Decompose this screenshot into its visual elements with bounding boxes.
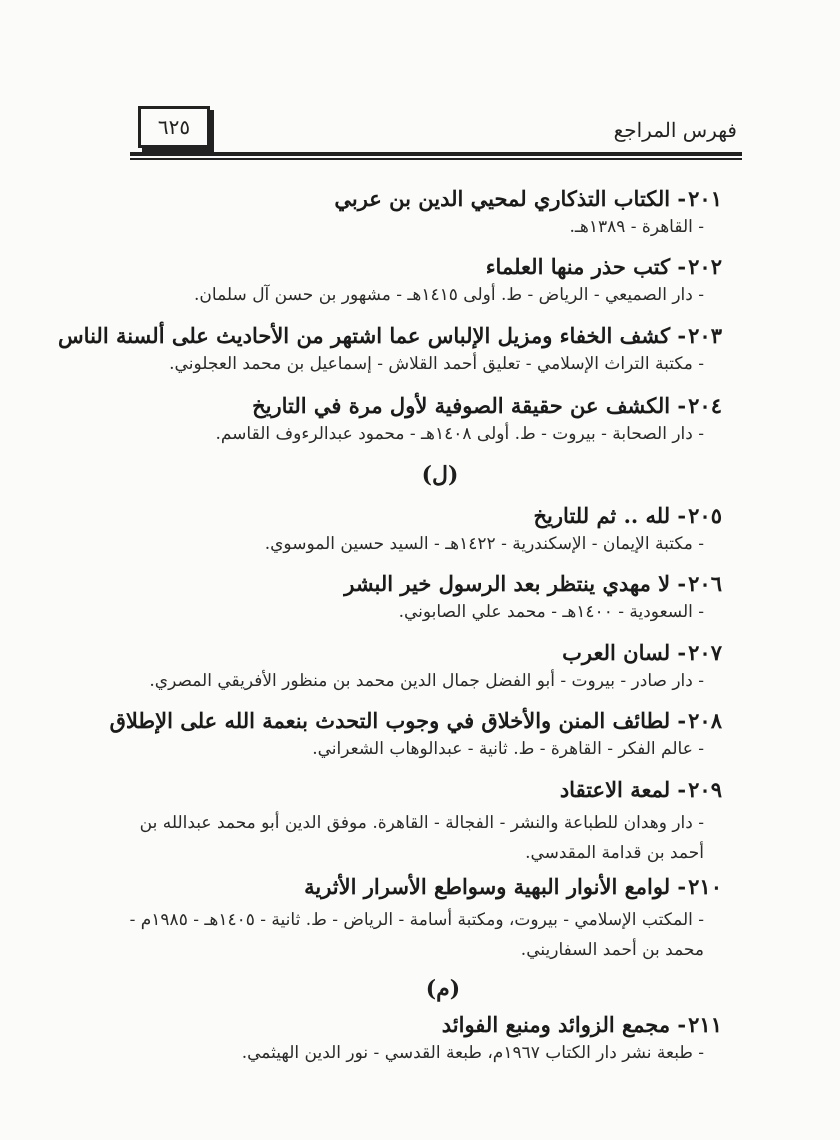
section-letter-lam: (ل) [421, 462, 459, 488]
entry-number: ٢٠٧ [688, 640, 722, 665]
entry-title: لا مهدي ينتظر بعد الرسول خير البشر [344, 571, 671, 596]
reference-entry-211 [242, 1012, 722, 1063]
reference-entry-207 [149, 640, 722, 691]
running-header-title: فهرس المراجع [613, 118, 737, 142]
entry-title-line: ٢٠٧- لسان العرب [562, 640, 722, 665]
reference-entry-204 [215, 393, 722, 444]
entry-title: لسان العرب [562, 640, 671, 665]
entry-detail: - دار الصحابة - بيروت - ط. أولى ١٤٠٨هـ - محمود عبدالرءوف القاسم. [215, 424, 704, 444]
entry-title-line: ٢١٠- لوامع الأنوار البهية وسواطع الأسرار الأثرية [304, 874, 722, 899]
entry-title-line: ٢٠٢- كتب حذر منها العلماء [485, 254, 722, 279]
entry-title: كتب حذر منها العلماء [485, 254, 671, 279]
entry-title-line: ٢٠٥- لله .. ثم للتاريخ [533, 503, 722, 528]
entry-title: لوامع الأنوار البهية وسواطع الأسرار الأثرية [304, 874, 671, 899]
entry-number: ٢٠٨ [688, 708, 722, 733]
entry-detail: - مكتبة الإيمان - الإسكندرية - ١٤٢٢هـ - السيد حسين الموسوي. [264, 534, 704, 554]
entry-detail: - طبعة نشر دار الكتاب ١٩٦٧م، طبعة القدسي - نور الدين الهيثمي. [241, 1043, 704, 1063]
entry-title: الكشف عن حقيقة الصوفية لأول مرة في التاريخ [252, 393, 671, 418]
entry-detail: - دار وهدان للطباعة والنشر - الفجالة - القاهرة. موفق الدين أبو محمد عبدالله بن أحمد بن قدامة المقدسي. [139, 813, 704, 863]
header-rule-thick [130, 152, 742, 156]
entry-title: لله .. ثم للتاريخ [533, 503, 671, 528]
entry-detail: - دار صادر - بيروت - أبو الفضل جمال الدين محمد بن منظور الأفريقي المصري. [149, 671, 704, 691]
entry-number: ٢١٠ [688, 874, 722, 899]
section-letter-mim: (م) [425, 976, 461, 1002]
entry-title: مجمع الزوائد ومنبع الفوائد [441, 1012, 671, 1037]
entry-title: لطائف المنن والأخلاق في وجوب التحدث بنعمة الله على الإطلاق [109, 708, 671, 733]
entry-number: ٢١١ [688, 1012, 722, 1037]
entry-number: ٢٠٦ [688, 571, 722, 596]
entry-title-line: ٢٠٨- لطائف المنن والأخلاق في وجوب التحدث بنعمة الله على الإطلاق [109, 708, 722, 733]
entry-title-line: ٢١١- مجمع الزوائد ومنبع الفوائد [441, 1012, 722, 1037]
reference-entry-206 [344, 571, 722, 622]
entry-detail: - عالم الفكر - القاهرة - ط. ثانية - عبدالوهاب الشعراني. [312, 739, 704, 759]
entry-detail: - دار الصميعي - الرياض - ط. أولى ١٤١٥هـ - مشهور بن حسن آل سلمان. [194, 285, 704, 305]
reference-entry-209 [122, 777, 722, 868]
reference-entry-201 [334, 186, 722, 237]
entry-title-line: ٢٠٤- الكشف عن حقيقة الصوفية لأول مرة في التاريخ [252, 393, 722, 418]
reference-entry-205 [265, 503, 722, 554]
entry-title-line: ٢٠٦- لا مهدي ينتظر بعد الرسول خير البشر [344, 571, 722, 596]
entry-detail: - المكتب الإسلامي - بيروت، ومكتبة أسامة - الرياض - ط. ثانية - ١٤٠٥هـ - ١٩٨٥م - محمد بن أحمد السفاريني. [129, 910, 704, 960]
entry-detail: - مكتبة التراث الإسلامي - تعليق أحمد القلاش - إسماعيل بن محمد العجلوني. [169, 354, 704, 374]
entry-number: ٢٠١ [688, 186, 722, 211]
entry-number: ٢٠٥ [688, 503, 722, 528]
entry-title: الكتاب التذكاري لمحيي الدين بن عربي [334, 186, 671, 211]
header-rule-thin [130, 158, 742, 160]
page-number: ٦٢٥ [157, 115, 191, 139]
entry-number: ٢٠٢ [688, 254, 722, 279]
reference-entry-208 [110, 708, 722, 759]
entry-number: ٢٠٤ [688, 393, 722, 418]
entry-title-line: ٢٠٩- لمعة الاعتقاد [559, 777, 722, 802]
reference-entry-202 [194, 254, 722, 305]
entry-detail: - القاهرة - ١٣٨٩هـ. [569, 217, 704, 237]
entry-number: ٢٠٣ [688, 323, 722, 348]
entry-title: كشف الخفاء ومزيل الإلباس عما اشتهر من الأحاديث على ألسنة الناس [58, 323, 671, 348]
entry-title-line: ٢٠٣- كشف الخفاء ومزيل الإلباس عما اشتهر من الأحاديث على ألسنة الناس [58, 323, 722, 348]
entry-number: ٢٠٩ [688, 777, 722, 802]
entry-title-line: ٢٠١- الكتاب التذكاري لمحيي الدين بن عربي [334, 186, 722, 211]
entry-title: لمعة الاعتقاد [559, 777, 671, 802]
reference-entry-203 [58, 323, 722, 374]
page-number-box [138, 106, 210, 148]
entry-detail: - السعودية - ١٤٠٠هـ - محمد علي الصابوني. [398, 602, 704, 622]
reference-entry-210 [122, 874, 722, 965]
